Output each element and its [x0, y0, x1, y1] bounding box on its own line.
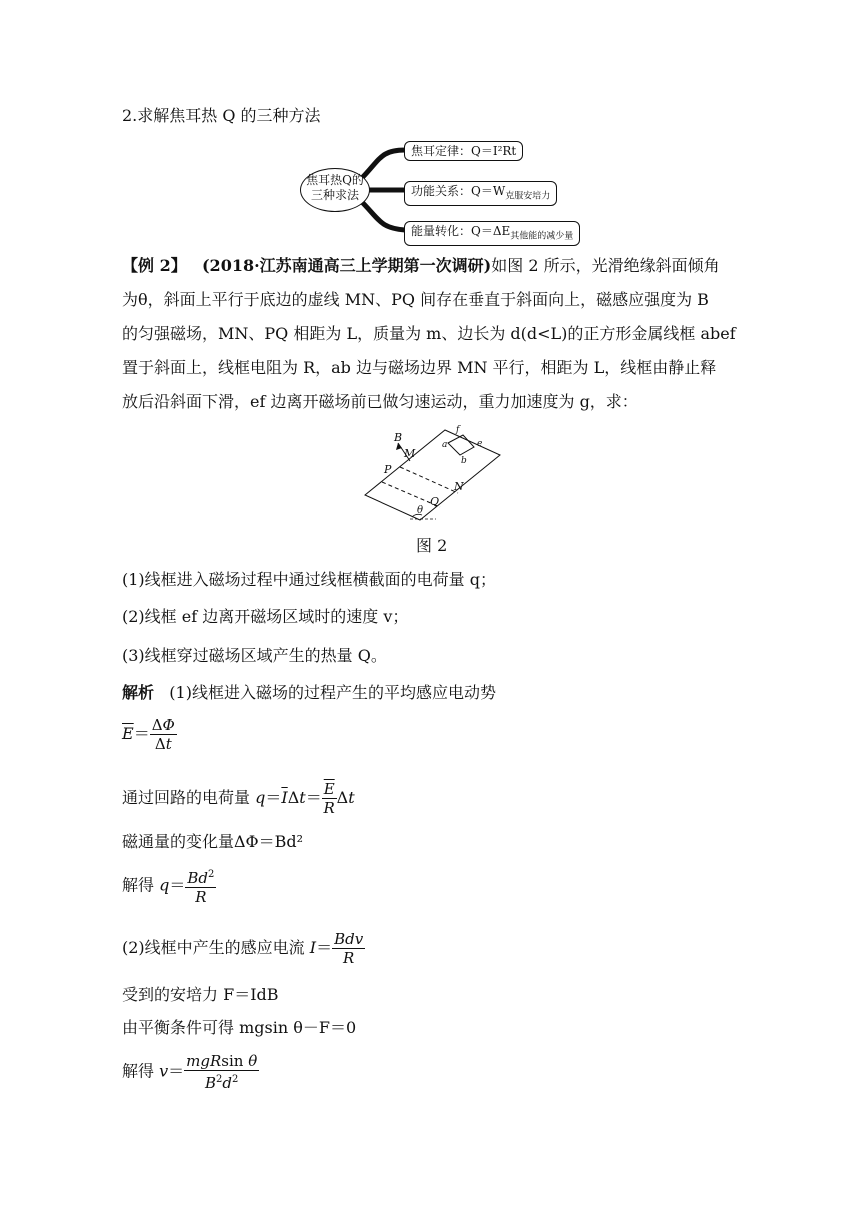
- flux-equation: 磁通量的变化量ΔΦ＝Bd²: [122, 832, 304, 851]
- question-2: (2)线框 ef 边离开磁场区域时的速度 v；: [122, 607, 409, 626]
- example-text-3: 置于斜面上，线框电阻为 R，ab 边与磁场边界 MN 平行，相距为 L，线框由静止释: [122, 358, 717, 377]
- mindmap-center: [300, 168, 370, 212]
- label-P: P: [384, 463, 392, 476]
- example-text-0: 如图 2 所示，光滑绝缘斜面倾角: [491, 256, 720, 275]
- example-line-1: [122, 256, 720, 276]
- section-heading-text: 2.求解焦耳热 Q 的三种方法: [122, 106, 321, 125]
- solve2-text: 解得: [122, 1061, 155, 1081]
- example-text-1: 为θ，斜面上平行于底边的虚线 MN、PQ 间存在垂直于斜面向上，磁感应强度为 B: [122, 290, 709, 309]
- equation-current: (2)线框中产生的感应电流 I＝ $\frac{\text{Bdv}}{R}$: [122, 930, 364, 967]
- example-text-4: 放后沿斜面下滑，ef 边离开磁场前已做匀速运动，重力加速度为 g，求：: [122, 392, 638, 411]
- mindmap-branch-work-energy-text: 功能关系：Q＝W: [411, 184, 506, 198]
- mindmap-branch-energy-conversion-text: 能量转化：Q＝ΔE: [411, 224, 511, 238]
- equation-charge: 通过回路的电荷量 $q=\overline{I}\Delta t=$ $\frac{\overline{E}}{R}$ Δt: [122, 780, 355, 817]
- mindmap-branch-joule-law: [404, 141, 523, 161]
- mindmap-branch-work-energy-sub: 克服安培力: [505, 191, 551, 202]
- solution-label: 解析: [122, 683, 155, 702]
- label-b: b: [461, 456, 467, 466]
- label-f: f: [456, 425, 460, 435]
- example-text-2: 的匀强磁场，MN、PQ 相距为 L，质量为 m、边长为 d(d<L)的正方形金属线框 abef: [122, 324, 736, 343]
- mindmap-branch-energy-conversion: [404, 221, 580, 246]
- equation-velocity: 解得 v＝ $\frac{\text{mgRsin θ}}{B^2d^2}$: [122, 1052, 258, 1092]
- mindmap-center-line1: 焦耳热Q的: [306, 173, 364, 187]
- label-e: e: [477, 439, 483, 449]
- figure-caption: 图 2: [416, 536, 448, 555]
- example-source: (2018·江苏南通高三上学期第一次调研): [201, 256, 492, 275]
- mindmap-branch-joule-law-text: 焦耳定律：Q＝I²Rt: [411, 144, 517, 158]
- label-B: B: [394, 431, 403, 444]
- equation-emf: $\overline{E}=$ $\frac{\Delta\Phi}{\Delta t}$: [122, 716, 175, 753]
- incline-diagram: [360, 425, 510, 525]
- mindmap-center-line2: 三种求法: [310, 188, 359, 202]
- solve1-text: 解得: [122, 875, 155, 895]
- solution-s1-intro: (1)线框进入磁场的过程产生的平均感应电动势: [169, 683, 496, 702]
- mindmap-branch-energy-conversion-sub: 其他能的减少量: [510, 231, 574, 242]
- question-1: (1)线框进入磁场过程中通过线框横截面的电荷量 q；: [122, 570, 496, 589]
- force-equation: 受到的安培力 F＝IdB: [122, 985, 279, 1004]
- label-a: a: [442, 440, 448, 450]
- solution-intro: [122, 683, 496, 703]
- label-theta: θ: [417, 505, 424, 516]
- label-N: N: [454, 480, 464, 493]
- s2-intro: (2)线框中产生的感应电流: [122, 938, 305, 957]
- question-3: (3)线框穿过磁场区域产生的热量 Q。: [122, 646, 387, 665]
- example-tag: 【例 2】: [122, 256, 187, 275]
- mindmap-branch-work-energy: [404, 181, 557, 206]
- label-M: M: [404, 447, 416, 460]
- charge-text: 通过回路的电荷量: [122, 788, 251, 807]
- balance-equation: 由平衡条件可得 mgsin θ－F＝0: [122, 1018, 357, 1037]
- equation-q-result: 解得 q＝ $\frac{Bd^2}{R}$: [122, 866, 216, 906]
- figure-2: [360, 425, 510, 525]
- label-Q: Q: [430, 495, 440, 508]
